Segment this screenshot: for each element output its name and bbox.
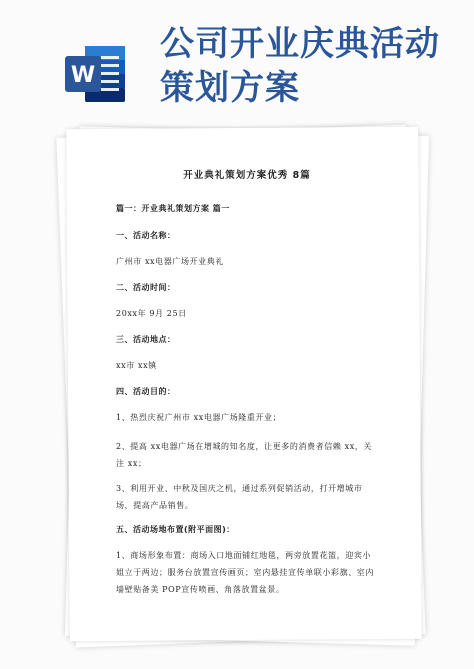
svg-text:W: W (70, 63, 96, 88)
document-content (116, 167, 378, 598)
document-title: 开业典礼策划方案优秀 8篇 (183, 170, 311, 181)
page-title (160, 22, 460, 110)
word-icon (63, 42, 127, 106)
section-heading: 四、活动目的： (116, 387, 176, 396)
section-heading: 五、活动场地布置(附平面图)： (116, 525, 235, 534)
section-text: xx市 xx镇 (116, 361, 157, 370)
section-text: 1、热烈庆祝广州市 xx电器广场隆重开业； (116, 413, 282, 422)
title-line-1: 公司开业庆典活动 (160, 24, 440, 64)
section-heading: 一、活动名称： (116, 231, 176, 240)
section-heading: 三、活动地点： (116, 335, 176, 344)
section-text: 1、商场形象布置：商场入口地面铺红地毯，两旁放置花篮，迎宾小姐立于两边；服务台放置宣传画页；室内悬挂宣传单联小彩旗、室内墙壁贴备美 POP宣传喷画、角落放置盆景。 (116, 551, 374, 594)
document-subtitle: 篇一：开业典礼策划方案 篇一 (116, 204, 230, 213)
section-text: 3、利用开业、中秋及国庆之机，通过系列促销活动，打开增城市场，提高产品销售。 (116, 484, 363, 510)
section-heading: 二、活动时间： (116, 283, 176, 292)
section-text: 2、提高 xx电器广场在增城的知名度，让更多的消费者信赖 xx，关注 xx； (116, 442, 373, 468)
title-line-2: 策划方案 (160, 68, 300, 108)
section-text: 20xx年 9月 25日 (116, 309, 187, 318)
section-text: 广州市 xx电器广场开业典礼 (116, 257, 224, 266)
